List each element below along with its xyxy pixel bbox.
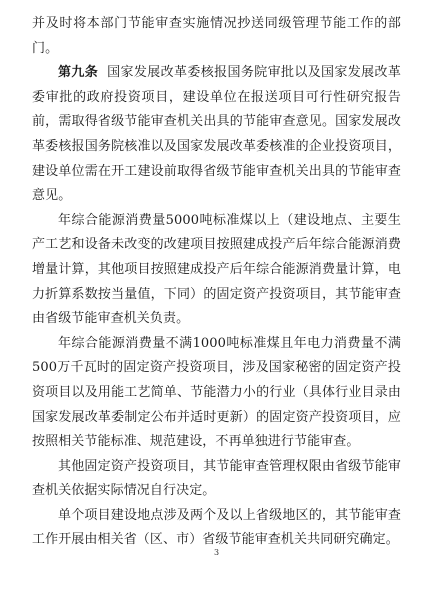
paragraph-text: 年综合能源消费量不满1000吨标准煤且年电力消费量不满500万千瓦时的固定资产投资项目，涉及国家秘密的固定资产投资项目以及用能工艺简单、节能潜力小的行业（具体行业目录由国家发展改革委制定公布并适时更新）的固定资产投资项目，应按照相关节能标准、规范建设，不再单独进行节能审查。: [32, 335, 401, 450]
paragraph-text: 其他固定资产投资项目，其节能审查管理权限由省级节能审查机关依据实际情况自行决定。: [32, 458, 401, 499]
paragraph-article-9: [32, 61, 401, 209]
article-number: 第九条: [58, 65, 99, 81]
paragraph-multi-province: [32, 504, 401, 553]
paragraph-1000-tce: [32, 332, 401, 455]
paragraph-continuation: [32, 12, 401, 61]
paragraph-text: 年综合能源消费量5000吨标准煤以上（建设地点、主要生产工艺和设备未改变的改建项目按照建成投产后年综合能源消费增量计算，其他项目按照建成投产后年综合能源消费量计算，电力折算系数按当量值，下同）的固定资产投资项目，其节能审查由省级节能审查机关负责。: [32, 212, 401, 327]
paragraph-text: 单个项目建设地点涉及两个及以上省级地区的，其节能审查工作开展由相关省（区、市）省级节能审查机关共同研究确定。: [32, 507, 401, 548]
paragraph-5000-tce: [32, 209, 401, 332]
paragraph-other-projects: [32, 455, 401, 504]
paragraph-text: 国家发展改革委核报国务院审批以及国家发展改革委审批的政府投资项目，建设单位在报送项目可行性研究报告前，需取得省级节能审查机关出具的节能审查意见。国家发展改革委核报国务院核准以及国家发展改革委核准的企业投资项目，建设单位需在开工建设前取得省级节能审查机关出具的节能审查意见。: [32, 65, 402, 204]
page-number: 3: [213, 548, 220, 557]
paragraph-text: 并及时将本部门节能审查实施情况抄送同级管理节能工作的部门。: [32, 16, 401, 56]
